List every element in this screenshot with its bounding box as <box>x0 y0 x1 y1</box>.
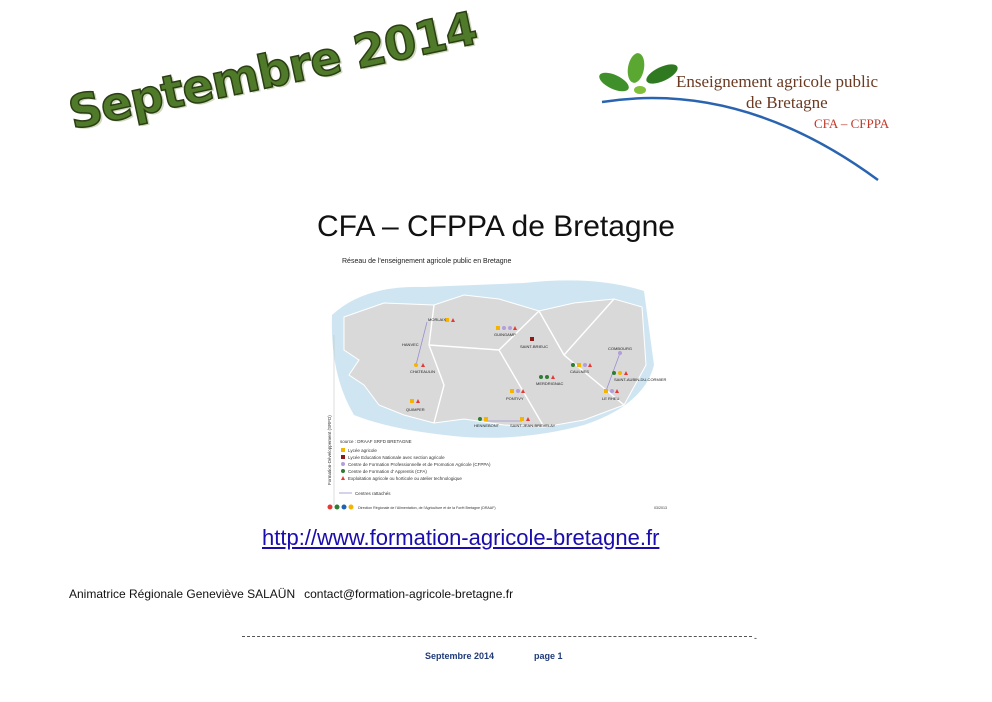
map-side-text: Formation-Développement (SRFD) <box>327 415 332 485</box>
city-label: SAINT-JEAN-BREVELAY <box>510 423 556 428</box>
swoosh <box>602 98 878 180</box>
city-label: SAINT-BRIEUC <box>520 344 549 349</box>
city-label: COMBOURG <box>608 346 632 351</box>
city-label: QUIMPER <box>406 407 425 412</box>
leaf-icon <box>626 52 647 84</box>
leaf-icon <box>644 60 681 87</box>
legend-item: Centre de Formation d' Apprentis (CFA) <box>348 469 427 474</box>
footer-info <box>69 587 513 601</box>
divider-end: - <box>754 633 757 643</box>
city-label: HANVEC <box>402 342 419 347</box>
city-label: SAINT-AUBIN-DU-CORMIER <box>614 377 667 382</box>
logo-line2: de Bretagne <box>746 93 828 112</box>
map-date: 03/2013 <box>654 506 667 510</box>
leaf-icon <box>634 86 646 94</box>
date-banner: Septembre 2014 <box>63 0 482 141</box>
city-label: LE RHEU <box>602 396 620 401</box>
map-legend <box>339 439 491 496</box>
page-title: CFA – CFPPA de Bretagne <box>317 210 675 243</box>
legend-item: Centres rattachés <box>355 491 391 496</box>
page-number: page 1 <box>534 651 563 661</box>
map-credit: Direction Régionale de l'Alimentation, de l'Agriculture et de la Forêt Bretagne (DRAAF) <box>358 506 496 510</box>
legend-item: Lycée Education Nationale avec section agricole <box>348 455 445 460</box>
city-label: CHATEAULIN <box>410 369 436 374</box>
page-footer <box>425 651 563 661</box>
city-label: CAULNES <box>570 369 589 374</box>
legend-item: Centre de Formation Professionnelle et de Promotion Agricole (CFPPA) <box>348 462 491 467</box>
map-source: source : DRAAF SRFD BRETAGNE <box>340 439 412 444</box>
contact-email[interactable]: contact@formation-agricole-bretagne.fr <box>304 587 514 601</box>
map-title: Réseau de l'enseignement agricole public en Bretagne <box>342 258 512 265</box>
city-label: GUINGAMP <box>494 332 516 337</box>
animatrice-text: Animatrice Régionale Geneviève SALAÜN <box>69 587 296 601</box>
legend-item: Exploitation agricole ou horticole ou atelier technologique <box>348 476 462 481</box>
bretagne-map <box>324 255 671 513</box>
legend-item: Lycée agricole <box>348 448 377 453</box>
logo-line1: Enseignement agricole public <box>676 72 879 91</box>
footer-date: Septembre 2014 <box>425 651 495 661</box>
city-label: PONTIVY <box>506 396 524 401</box>
website-link[interactable]: http://www.formation-agricole-bretagne.fr <box>262 525 660 550</box>
city-label: HENNEBONT <box>474 423 500 428</box>
leaf-icon <box>597 69 632 95</box>
logo-line3: CFA – CFPPA <box>814 116 890 131</box>
footer-divider <box>242 636 752 637</box>
city-label: MERDRIGNAC <box>536 381 564 386</box>
city-label: MORLAIX <box>428 317 447 322</box>
